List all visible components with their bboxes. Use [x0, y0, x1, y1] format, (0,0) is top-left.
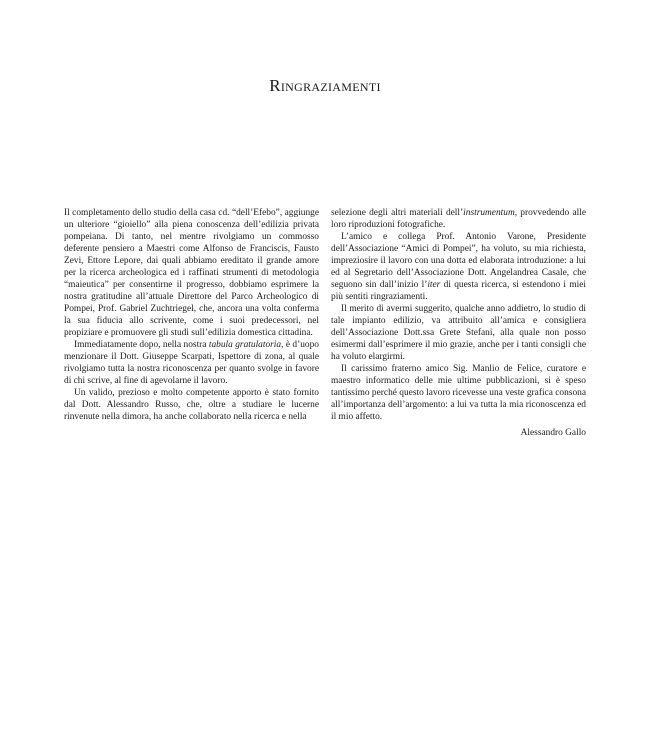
paragraph: Il completamento dello studio della casa cd. “dell’Efebo”, aggiunge un ulteriore “gioiello” alla piena conoscenza dell’edilizia privata pompeiana. Di tanto, nel mentre rivolgiamo un commosso deferente pensiero a Maestri come Alfonso de Franciscis, Fausto Zevi, Ettore Lepore, dai quali abbiamo ereditato il grande amore per la ricerca archeologica ed i raffinati strumenti di metodologia “maieutica” per consentirne il progresso, dobbiamo esprimere la nostra gratitudine all’attuale Direttore del Parco Archeologico di Pompei, Prof. Gabriel Zuchtriegel, che, ancora una volta conferma la sua fiducia allo scrivente, come i suoi predecessori, nel propiziare e promuovere gli studi sull’edilizia domestica cittadina. [64, 208, 319, 338]
paragraph [64, 339, 319, 387]
italic-term: iter [427, 280, 441, 290]
text-run: di questa ricerca, si estendono i miei più sentiti ringraziamenti. [331, 280, 586, 302]
text-run: , provvedendo alle loro riproduzioni fotografiche. [331, 208, 587, 230]
paragraph [331, 207, 586, 231]
text-run: selezione degli altri materiali dell’ [331, 208, 464, 218]
italic-term: instrumentum [463, 208, 515, 218]
text-run: , è d’uopo menzionare il Dott. Giuseppe Scarpati, Ispettore di zona, al quale rivolgiamo tutta la nostra riconoscenza per quanto svolge in favore di chi scrive, al fine di agevolarne il lavoro. [64, 340, 319, 386]
signature: Alessandro Gallo [520, 428, 586, 438]
text-run: L’amico e collega Prof. Antonio Varone, Presidente dell’Associazione “Amici di Pompei”, ha voluto, su mia richiesta, impreziosire il lavoro con una dotta ed elaborata introduzione: a lui ed al Segretario dell’Associazione Dott. Angelandrea Casale, che seguono sin dall’inizio l’ [331, 232, 586, 290]
paragraph: Il carissimo fraterno amico Sig. Manlio de Felice, curatore e maestro informatico delle mie ultime pubblicazioni, si è speso tantissimo perché questo lavoro ricevesse una veste grafica consona all’importanza dell’argomento: a lui va tutta la mia riconoscenza ed il mio affetto. [331, 364, 586, 422]
left-column [64, 207, 319, 423]
paragraph: Un valido, prezioso e molto competente apporto è stato fornito dal Dott. Alessandro Russo, che, oltre a studiare le lucerne rinvenute nella dimora, ha anche collaborato nella ricerca e nella [64, 388, 319, 422]
paragraph: Il merito di avermi suggerito, qualche anno addietro, lo studio di tale impianto edilizio, va attribuito all’amica e consigliera dell’Associazione Dott.ssa Grete Stefani, alla quale non posso esimermi dall’esprimere il mio grazie, anche per i tanti consigli che ha voluto elargirmi. [331, 304, 586, 362]
page-title: Ringraziamenti [269, 76, 381, 95]
text-run: Immediatamente dopo, nella nostra [74, 340, 209, 350]
italic-term: tabula gratulatoria [208, 340, 282, 350]
paragraph [331, 231, 586, 303]
right-column [331, 207, 586, 439]
